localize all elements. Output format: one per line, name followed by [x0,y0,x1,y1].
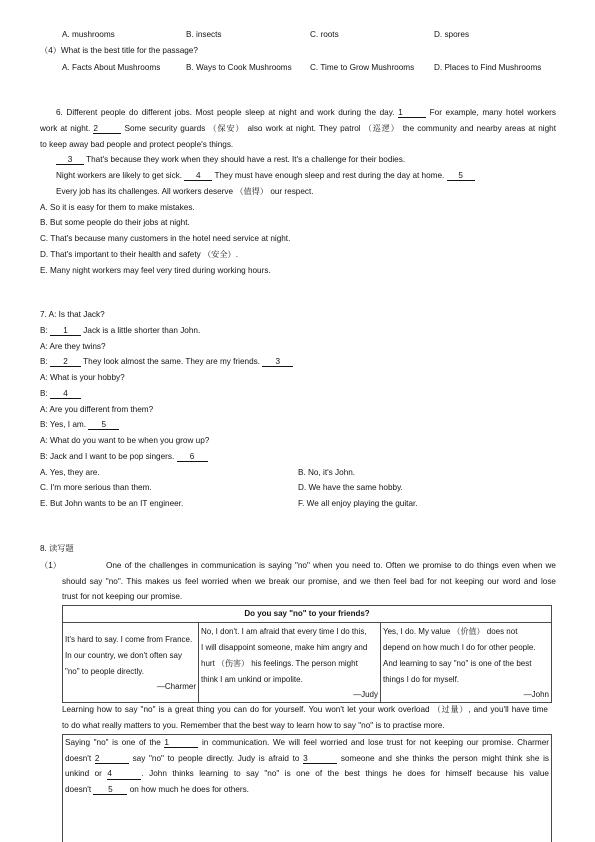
question-8-heading: 8. 读写题 [40,544,74,553]
text-line: should say "no". This makes us feel worried when we break our promise, and we then feel bad for not keeping our word and lose [62,576,556,586]
text-line: A: What do you want to be when you grow up? [40,436,210,445]
answer-blank-5: 5 [93,786,127,795]
option-b: B. No, it's John. [298,467,356,477]
paragraph [65,735,549,798]
cell-text [383,624,549,688]
text-run: They must have enough sleep and rest during the day at home. [212,171,447,180]
option-e: E. But John wants to be an IT engineer. [40,499,184,508]
part-label-block [40,558,61,574]
option-b: B. Ways to Cook Mushrooms [186,63,292,72]
cell-author: —John [523,689,549,699]
answer-blank-4: 4 [107,770,141,779]
text-run: They look almost the same. They are my friends. [81,357,263,367]
option-a: A. So it is easy for them to make mistakes. [40,202,195,212]
answer-blank-6: 6 [177,453,208,462]
answer-blank-4: 4 [50,390,81,399]
question-4-prompt: （4）What is the best title for the passage? [40,46,198,55]
option-e: E. Many night workers may feel very tired during working hours. [40,265,271,275]
text-run: unkind or [65,769,108,779]
text-line: "no" to people directly. [65,666,144,676]
opinion-table [62,605,552,703]
option-c: C. Time to Grow Mushrooms [310,63,415,72]
question-6 [40,105,556,278]
question-7-dialogue [40,307,556,465]
paragraph [40,152,556,168]
text-line [65,782,549,798]
text-run: That's because they work when they should have a rest. It's a challenge for their bodies. [84,155,406,165]
cell-text [201,624,378,688]
option-d: D. We have the same hobby. [298,483,403,493]
part-label: （1） [40,561,61,570]
option-d: D. spores [434,30,470,39]
question-7-options [40,465,556,512]
text-line [40,386,556,402]
question-6-passage [40,105,556,200]
text-line [40,152,556,168]
text-run: on how much he does for others. [127,785,249,795]
paragraph [40,168,556,184]
text-line: No, I don't. I am afraid that every time I do this, [201,626,367,636]
text-run: B: Jack and I want to be pop singers. [40,451,177,461]
table-cell-charmer [63,623,199,702]
option-a: A. mushrooms [62,30,115,39]
cell-author: —Judy [353,689,378,699]
table-cell-john [381,623,551,702]
text-line [65,735,549,751]
text-line [40,168,556,184]
text-run: B: Yes, I am. [40,420,89,430]
text-line [40,449,556,465]
text-line: It's hard to say. I come from France. [65,634,193,644]
text-run: in communication. We will feel worried and lose trust for not keeping our promise. Charmer [198,738,549,747]
text-line: A: What is your hobby? [40,373,125,382]
text-line: hurt （伤害） his feelings. The person might [201,658,358,668]
table-row [63,623,551,702]
text-run: Night workers are likely to get sick. [56,171,185,180]
text-run: B: [40,388,51,398]
text-line: In our country, we don't often say [65,650,182,660]
text-line: Yes, I do. My value （价值） does not [383,626,518,636]
paragraph [40,105,556,152]
answer-blank-5: 5 [88,421,119,430]
answer-blank-1: 1 [398,109,426,118]
text-line: I will disappoint someone, make him angry and [201,642,368,652]
text-line: depend on how much I do for other people. [383,642,536,652]
question-8-intro [62,558,556,605]
text-run: doesn't [65,753,95,763]
answer-blank-1: 1 [164,739,198,748]
option-d: D. That's important to their health and safety （安全）. [40,249,238,259]
text-run: doesn't [65,785,94,795]
text-line [40,105,556,121]
text-line: things I do for myself. [383,674,460,684]
answer-blank-1: 1 [50,327,81,336]
cell-author: —Charmer [156,681,196,691]
text-line: think I am unkind or impolite. [201,674,303,684]
option-c: C. roots [310,30,339,39]
question-6-options [40,200,556,279]
text-run: 6. Different people do different jobs. Most people sleep at night and work during the day. [56,108,399,117]
option-f: F. We all enjoy playing the guitar. [298,499,418,508]
text-line: Learning how to say "no" is a great thing you can do for yourself. You won't let your work overload （过量）, and you'll have time [62,705,548,714]
answer-blank-4: 4 [184,172,212,181]
option-d: D. Places to Find Mushrooms [434,63,542,72]
answer-blank-3: 3 [303,755,337,764]
text-line: to do what really matters to you. Remember that the best way to learn how to say "no" is to practise more. [62,720,445,730]
cell-text [65,632,196,680]
text-run: B: [40,357,51,367]
paragraph [62,558,556,605]
text-line: to keep away bad people and protect people's things. [40,139,234,149]
text-line: 7. A: Is that Jack? [40,310,105,319]
text-line [65,766,549,782]
text-run: someone and she thinks the person might think she is [337,753,549,763]
answer-blank-3: 3 [262,358,293,367]
option-c: C. I'm more serious than them. [40,483,152,493]
previous-question-options [62,27,558,43]
answer-blank-2: 2 [50,358,81,367]
option-c: C. That's because many customers in the hotel need service at night. [40,234,291,243]
question-8-heading-block [40,541,74,557]
paragraph [40,184,556,200]
answer-blank-2: 2 [95,755,129,764]
option-b: B. insects [186,30,222,39]
text-run: . John thinks learning to say "no" is one of the best things he does for himself because his value [141,769,549,779]
paragraph [62,702,548,734]
answer-blank-2: 2 [93,125,121,134]
answer-blank-5: 5 [447,172,475,181]
text-line [40,354,556,370]
text-line: A: Are they twins? [40,341,106,351]
text-run: Some security guards （保安） also work at night. They patrol （巡逻） the community and nearby areas at night [121,123,556,133]
text-run: work at night. [40,123,94,133]
text-run: say "no" to people directly. Judy is afraid to [128,753,304,763]
text-run: B: [40,325,51,335]
text-run: Jack is a little shorter than John. [81,325,201,335]
answer-blank-3: 3 [56,156,84,165]
text-line: Every job has its challenges. All workers deserve （值得） our respect. [56,186,314,196]
text-run: Saying "no" is one of the [65,738,165,747]
question-4-options [62,60,558,76]
option-a: A. Yes, they are. [40,467,100,477]
text-run: For example, many hotel workers [426,108,556,117]
question-4-prompt-row [40,43,198,59]
table-cell-judy [199,623,381,702]
text-line [40,121,556,137]
summary-box [62,734,552,842]
text-line [40,323,556,339]
text-line: One of the challenges in communication is saying "no" when you need to. Often we promise to do things even when we [106,561,556,570]
after-table-text [62,702,548,734]
text-line [65,751,549,767]
text-line: trust for not keeping our promise. [62,592,183,602]
text-line [40,417,556,433]
option-a: A. Facts About Mushrooms [62,63,161,72]
table-title: Do you say "no" to your friends? [63,606,551,623]
question-7 [40,307,556,512]
text-line: And learning to say "no" is one of the best [383,658,532,668]
text-line: A: Are you different from them? [40,404,154,414]
option-b: B. But some people do their jobs at night. [40,218,190,228]
